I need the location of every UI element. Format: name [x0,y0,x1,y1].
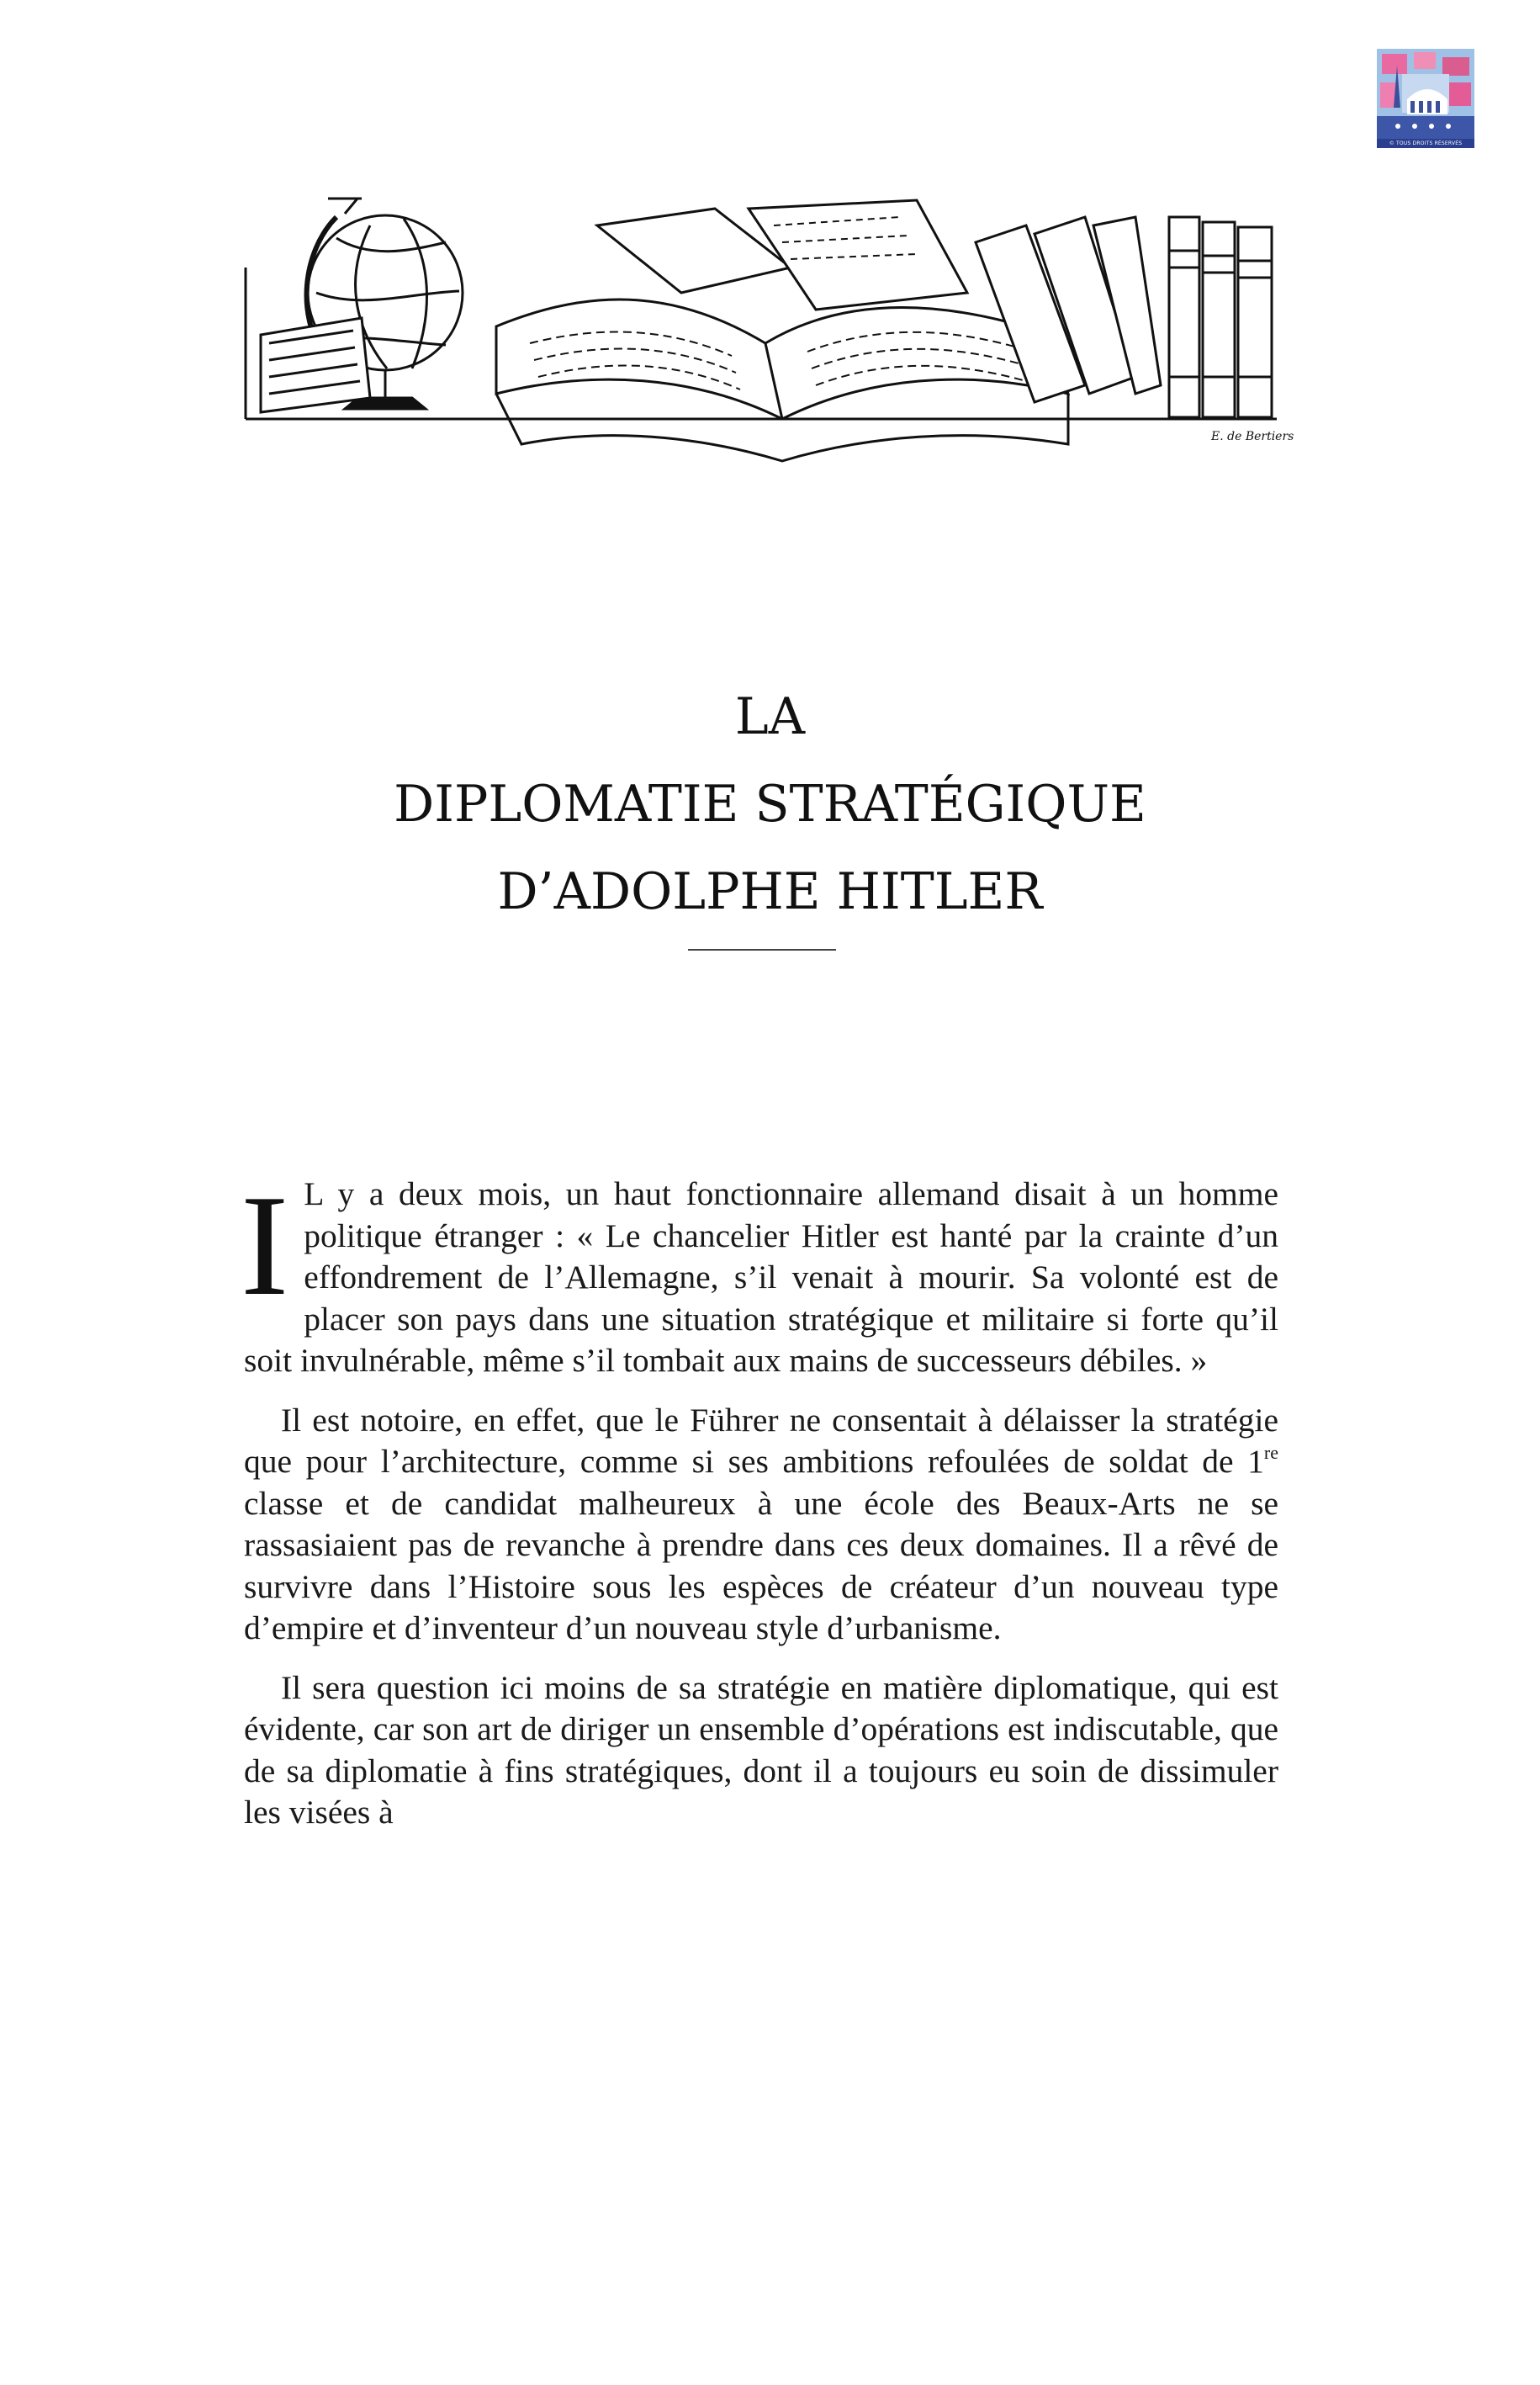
paragraph-2 [244,1400,1278,1650]
superscript: re [1263,1442,1278,1463]
drop-cap: I [241,1166,289,1326]
body-text [241,1166,1278,1852]
logo-caption: © TOUS DROITS RÉSERVÉS [1377,139,1474,148]
title-rule [688,949,836,951]
chapter-title [0,673,1540,935]
title-line-1: LA [734,687,806,746]
title-line-2: DIPLOMATIE STRATÉGIQUE [394,775,1146,834]
paragraph-1 [241,1166,1278,1382]
publisher-logo [1377,49,1474,148]
books-globe-illustration [244,192,1294,468]
paragraph-3: Il sera question ici moins de sa stratégie en matière diplomatique, qui est évidente, car son art de diriger un ensemble d’opérations est indiscutable, que de sa diplomatie à fins stratégiques, dont il a toujours eu soin de dissimuler les visées à [244,1668,1278,1831]
logo-image [1377,49,1474,148]
paragraph-1-text: L y a deux mois, un haut fonctionnaire allemand disait à un homme politique étranger : « Le chancelier Hitler est hanté par la crainte d’un effondrement de l’Allemagne, s’il venait à mourir. Sa volonté est de placer son pays dans une situation stratégique et militaire si forte qu’il soit invulnérable, même s’il tombait aux mains de successeurs débiles. » [244,1175,1278,1379]
title-line-3: D’ADOLPHE HITLER [497,862,1043,921]
paragraph-2-text-b: classe et de candidat malheureux à une école des Beaux-Arts ne se rassasiaient pas de revanche à prendre dans ces deux domaines. Il a rêvé de survivre dans l’Histoire sous les espèces de créateur d’un nouveau type d’empire et d’inventeur d’un nouveau style d’urbanisme. [244,1484,1278,1646]
paragraph-2-text-a: Il est notoire, en effet, que le Führer ne consentait à délaisser la stratégie que pour l’architecture, comme si ses ambitions refoulées de soldat de 1 [244,1401,1278,1480]
illustration-signature: E. de Bertiers [1211,430,1294,443]
